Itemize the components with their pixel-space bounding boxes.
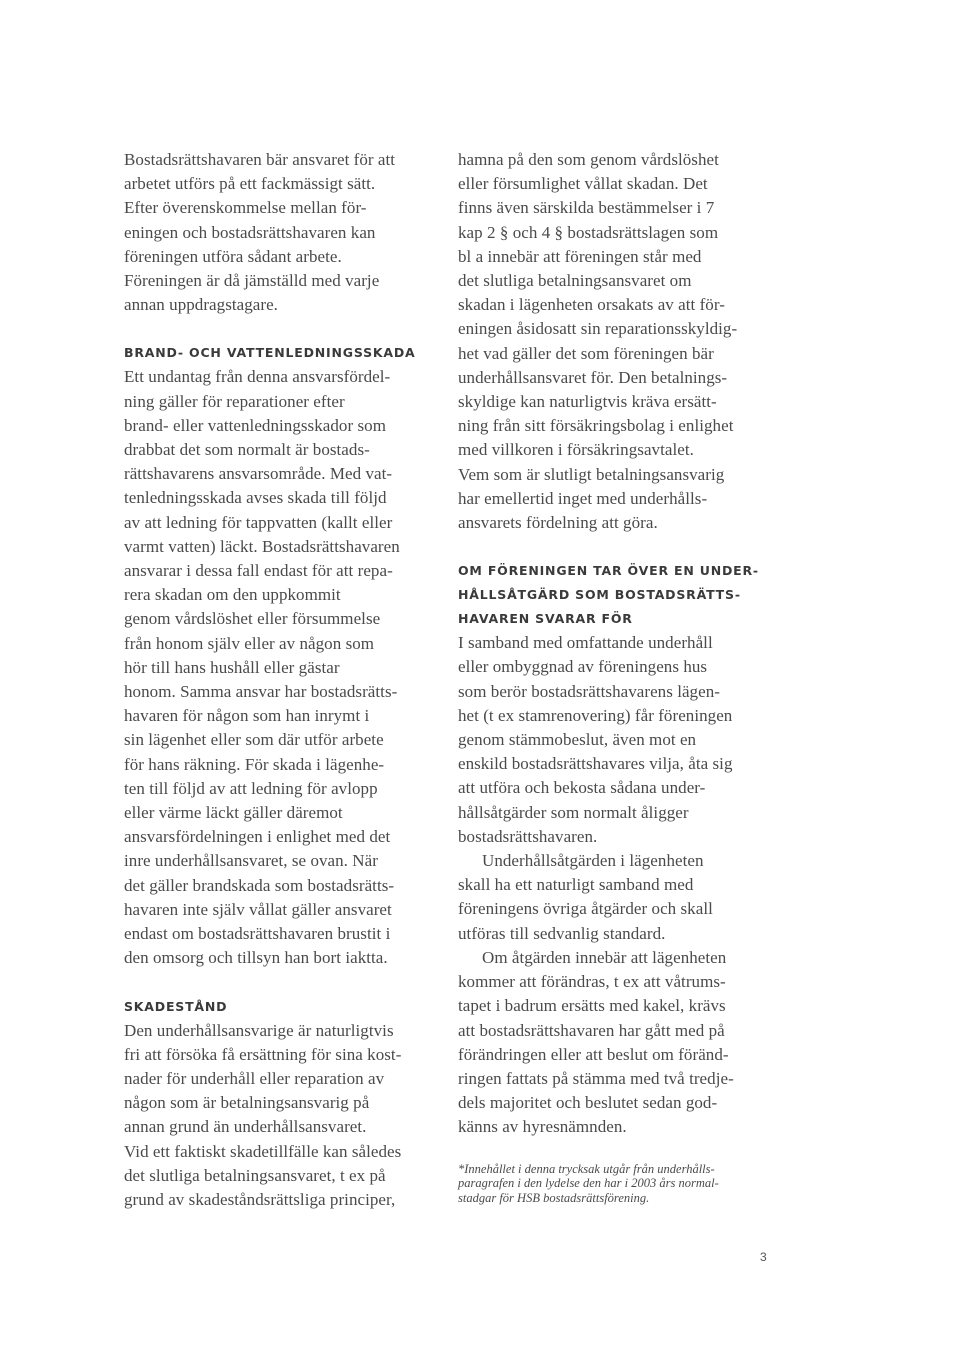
- text-line: inre underhållsansvaret, se ovan. När: [124, 851, 378, 871]
- text-line: genom vårdslöshet eller försummelse: [124, 609, 381, 629]
- text-line: annan uppdragstagare.: [124, 295, 278, 315]
- text-line: föreningens övriga åtgärder och skall: [458, 899, 713, 919]
- heading-line: HAVAREN SVARAR FÖR: [458, 611, 633, 627]
- text-line: skadan i lägenheten orsakats av att för-: [458, 295, 725, 315]
- text-line: bl a innebär att föreningen står med: [458, 246, 702, 266]
- text-line: finns även särskilda bestämmelser i 7: [458, 198, 715, 218]
- intro-paragraph: [124, 148, 444, 317]
- text-line: ansvarsfördelningen i enlighet med det: [124, 827, 391, 847]
- text-line: endast om bostadsrättshavaren brustit i: [124, 924, 391, 944]
- text-line: att utföra och bekosta sådana under-: [458, 778, 706, 798]
- text-line: varmt vatten) läckt. Bostadsrättshavaren: [124, 536, 400, 556]
- text-line: kommer att förändras, t ex att våtrums-: [458, 972, 726, 992]
- text-line: bostadsrättshavaren.: [458, 826, 598, 846]
- text-line: Ett undantag från denna ansvarsfördel-: [124, 367, 391, 387]
- text-line: Vem som är slutligt betalningsansvarig: [458, 464, 725, 484]
- text-line: eningen och bostadsrättshavaren kan: [124, 222, 376, 242]
- heading-line: OM FÖRENINGEN TAR ÖVER EN UNDER-: [458, 563, 759, 579]
- text-line: skall ha ett naturligt samband med: [458, 875, 694, 895]
- text-line: det slutliga betalningsansvaret om: [458, 271, 692, 291]
- text-line: sin lägenhet eller som där utför arbete: [124, 730, 384, 750]
- footnote-line: *Innehållet i denna trycksak utgår från underhålls-: [458, 1161, 715, 1176]
- text-line: eller värme läckt gäller däremot: [124, 803, 343, 823]
- text-line: eller ombyggnad av föreningens hus: [458, 657, 708, 677]
- text-line: drabbat det som normalt är bostads-: [124, 440, 370, 460]
- section-paragraph-skadestand: [124, 1019, 444, 1213]
- text-line: ansvarets fördelning att göra.: [458, 513, 658, 533]
- text-line: Den underhållsansvarige är naturligtvis: [124, 1020, 394, 1040]
- text-line: känns av hyresnämnden.: [458, 1117, 627, 1137]
- heading-line: HÅLLSÅTGÄRD SOM BOSTADSRÄTTS-: [458, 587, 741, 603]
- text-line: eller försumlighet vållat skadan. Det: [458, 174, 708, 194]
- text-line: tenledningsskada avses skada till följd: [124, 488, 387, 508]
- text-line: I samband med omfattande underhåll: [458, 633, 713, 653]
- text-line: från honom själv eller av någon som: [124, 633, 375, 653]
- text-line: den omsorg och tillsyn han bort iaktta.: [124, 948, 388, 968]
- text-line: genom stämmobeslut, även mot en: [458, 730, 697, 750]
- section-paragraph-3: [458, 946, 788, 1140]
- text-line: eningen åsidosatt sin reparationsskyldig-: [458, 319, 738, 339]
- right-column: [458, 148, 788, 1205]
- text-line: Bostadsrättshavaren bär ansvaret för att: [124, 150, 396, 169]
- text-line: Om åtgärden innebär att lägenheten: [482, 947, 727, 967]
- text-line: för hans räkning. För skada i lägenhe-: [124, 754, 385, 774]
- section-paragraph-2: [458, 849, 788, 946]
- footnote-line: stadgar för HSB bostadsrättsförening.: [458, 1190, 650, 1205]
- text-line: het (t ex stamrenovering) får föreningen: [458, 705, 733, 725]
- continuation-paragraph: [458, 148, 788, 535]
- text-line: havaren för någon som han inrymt i: [124, 706, 370, 726]
- text-line: utföras till sedvanlig standard.: [458, 923, 666, 943]
- text-line: tapet i badrum ersätts med kakel, krävs: [458, 996, 726, 1016]
- text-line: underhållsansvaret för. Den betalnings-: [458, 367, 728, 387]
- text-line: som berör bostadsrättshavarens lägen-: [458, 681, 720, 701]
- text-line: Efter överenskommelse mellan för-: [124, 198, 367, 218]
- text-line: ansvarar i dessa fall endast för att repa-: [124, 561, 393, 581]
- text-line: hamna på den som genom vårdslöshet: [458, 150, 719, 169]
- footnote: [458, 1162, 788, 1206]
- text-line: honom. Samma ansvar har bostadsrätts-: [124, 682, 398, 702]
- text-line: het vad gäller det som föreningen bär: [458, 343, 714, 363]
- text-line: rättshavarens ansvarsområde. Med vat-: [124, 464, 393, 484]
- text-line: hör till hans hushåll eller gästar: [124, 657, 340, 677]
- text-line: skyldige kan naturligtvis kräva ersätt-: [458, 392, 717, 412]
- text-line: Vid ett faktiskt skadetillfälle kan således: [124, 1141, 402, 1161]
- left-column: [124, 148, 444, 1212]
- text-line: brand- eller vattenledningsskador som: [124, 415, 386, 435]
- text-line: Underhållsåtgärden i lägenheten: [482, 851, 704, 871]
- text-line: förändringen eller att beslut om föränd-: [458, 1044, 729, 1064]
- section-paragraph-1: [458, 631, 788, 849]
- text-line: grund av skadeståndsrättsliga principer,: [124, 1189, 396, 1209]
- text-line: ning från sitt försäkringsbolag i enlighet: [458, 416, 734, 436]
- text-line: föreningen utföra sådant arbete.: [124, 246, 342, 266]
- text-line: någon som är betalningsansvarig på: [124, 1093, 370, 1113]
- text-line: annan grund än underhållsansvaret.: [124, 1117, 367, 1137]
- footnote-line: paragrafen i den lydelse den har i 2003 års normal-: [458, 1176, 719, 1191]
- text-line: fri att försöka få ersättning för sina kost-: [124, 1044, 402, 1064]
- section-heading-skadestand: SKADESTÅND: [124, 998, 228, 1014]
- page-number: 3: [760, 1250, 767, 1264]
- text-line: det slutliga betalningsansvaret, t ex på: [124, 1165, 386, 1185]
- text-line: hållsåtgärder som normalt åligger: [458, 802, 689, 822]
- text-line: att bostadsrättshavaren har gått med på: [458, 1020, 725, 1040]
- text-line: ning gäller för reparationer efter: [124, 391, 345, 411]
- text-line: arbetet utförs på ett fackmässigt sätt.: [124, 174, 376, 194]
- text-line: med villkoren i försäkringsavtalet.: [458, 440, 694, 460]
- text-line: Föreningen är då jämställd med varje: [124, 271, 380, 291]
- section-heading-foreningen-tar-over: [458, 559, 788, 631]
- text-line: av att ledning för tappvatten (kallt eller: [124, 512, 393, 532]
- text-line: nader för underhåll eller reparation av: [124, 1068, 385, 1088]
- text-line: har emellertid inget med underhålls-: [458, 488, 708, 508]
- text-line: enskild bostadsrättshavares vilja, åta sig: [458, 754, 733, 774]
- section-heading-brand-vattenledningsskada: BRAND- OCH VATTENLEDNINGSSKADA: [124, 345, 416, 361]
- text-line: havaren inte själv vållat gäller ansvaret: [124, 899, 392, 919]
- text-line: dels majoritet och beslutet sedan god-: [458, 1093, 718, 1113]
- text-line: rera skadan om den uppkommit: [124, 585, 341, 605]
- text-line: ringen fattats på stämma med två tredje-: [458, 1068, 734, 1088]
- text-line: det gäller brandskada som bostadsrätts-: [124, 875, 395, 895]
- section-paragraph-brand: [124, 365, 444, 970]
- text-line: kap 2 § och 4 § bostadsrättslagen som: [458, 222, 719, 242]
- text-line: ten till följd av att ledning för avlopp: [124, 778, 378, 798]
